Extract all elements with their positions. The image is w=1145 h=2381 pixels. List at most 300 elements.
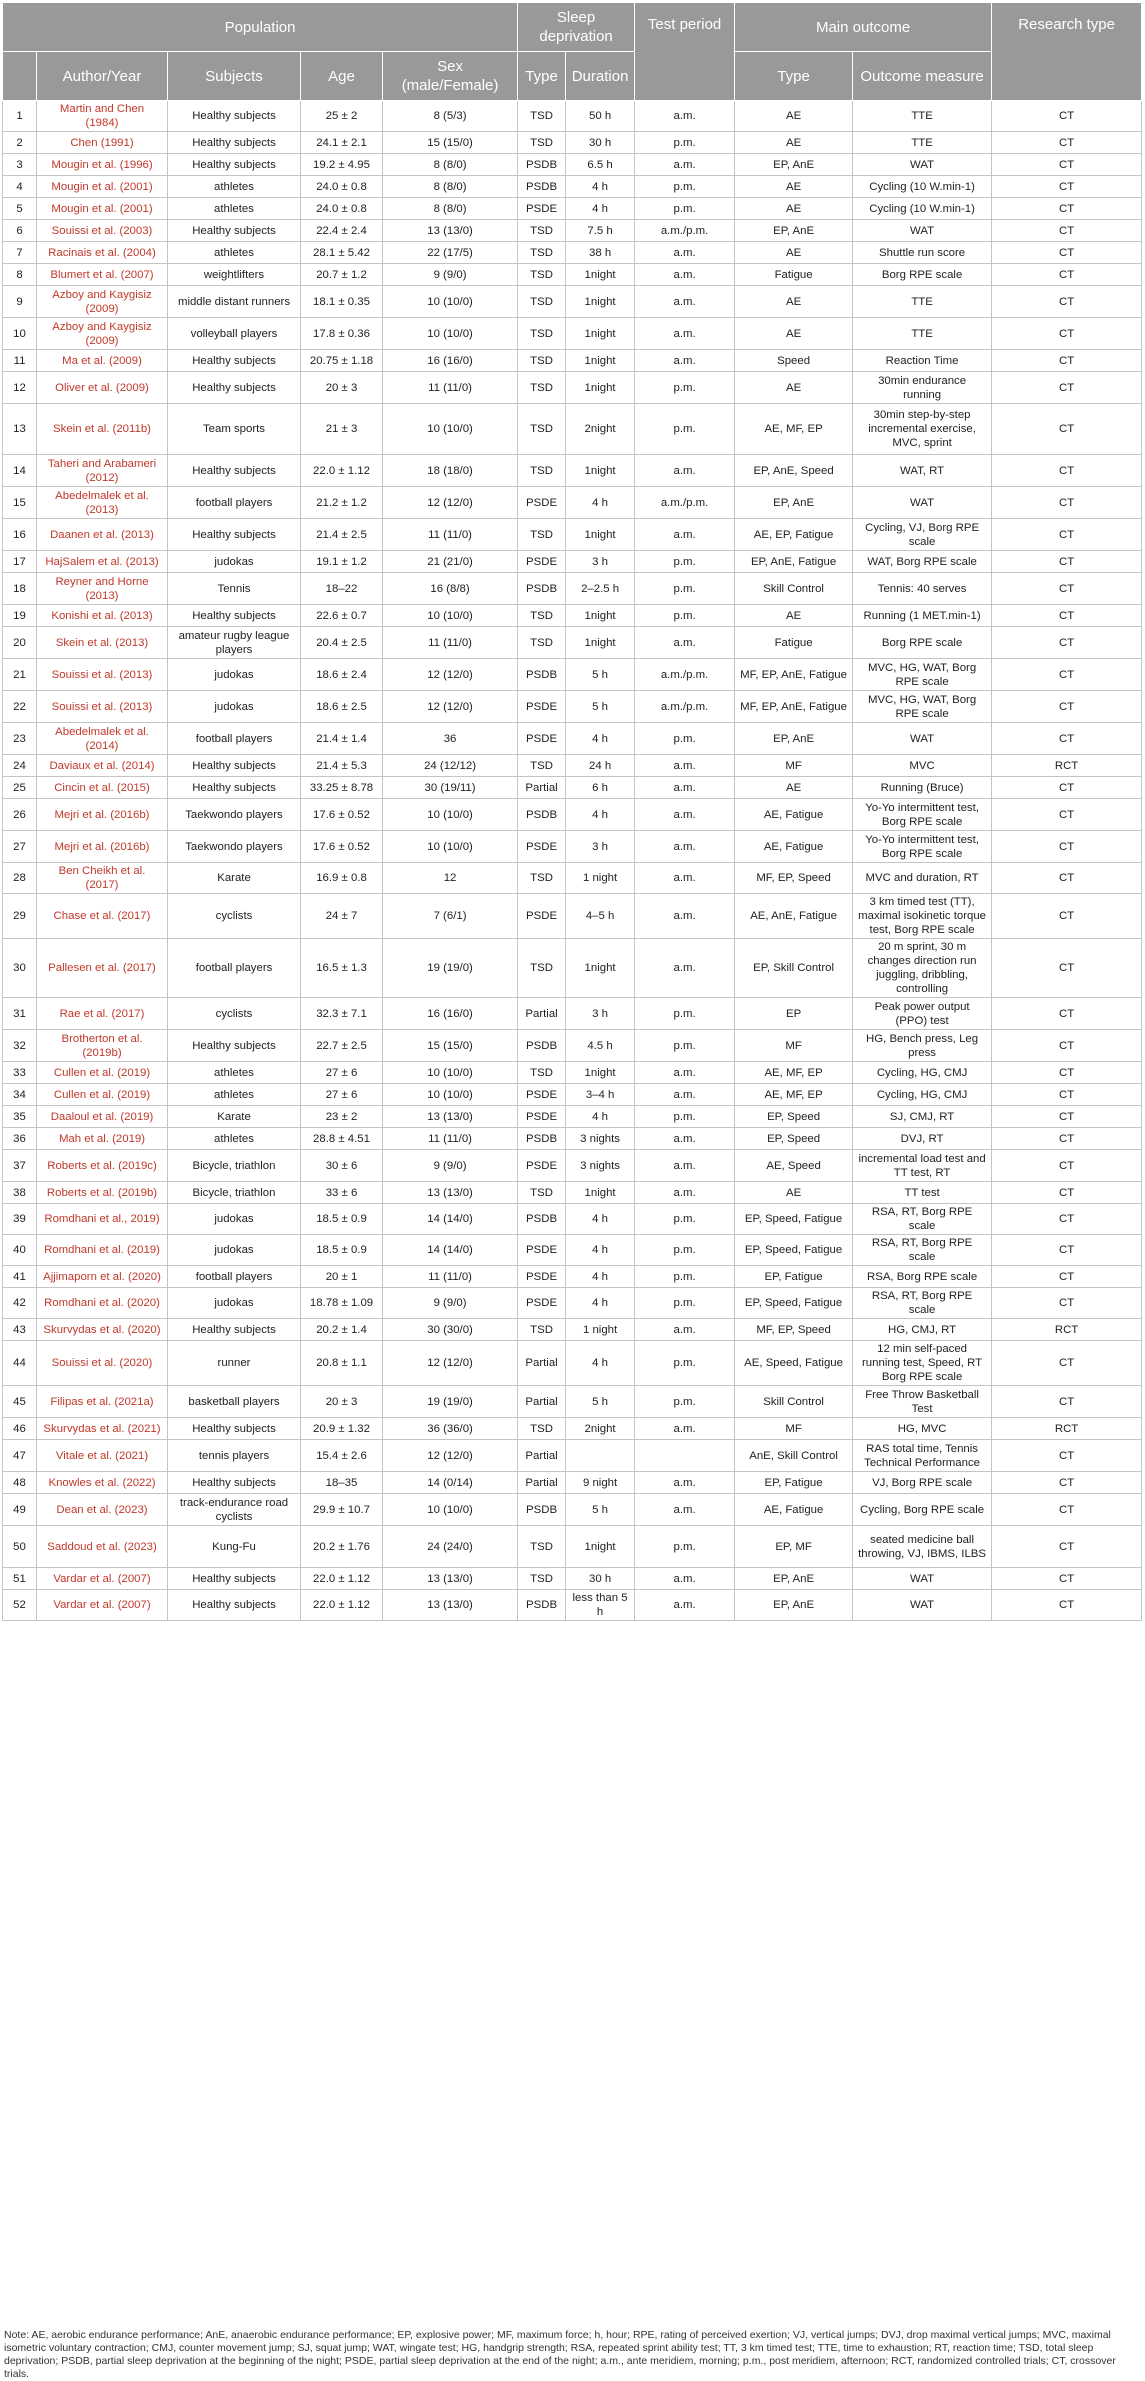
sleep-type-cell: PSDE [518,1266,566,1288]
row-index-cell: 3 [3,154,37,176]
table-row [3,1235,1142,1266]
sex-cell: 7 (6/1) [383,894,518,939]
author-year-cell[interactable]: Romdhani et al. (2019) [37,1235,168,1266]
outcome-type-cell: AE [735,318,853,350]
age-cell: 18–22 [301,573,383,605]
table-row [3,723,1142,755]
subjects-cell: volleyball players [168,318,301,350]
table-footnote: Note: AE, aerobic endurance performance; AnE, anaerobic endurance performance; EP, explosive power; MF, maximum force; h, hour; RPE, rating of perceived exertion; VJ, vertical jumps; DVJ, drop maximal vertical jumps; MVC, maximal isometric voluntary contraction; CMJ, counter movement jump; SJ, squat jump; WAT, wingate test; HG, handgrip strength; RSA, repeated sprint ability test; TT, 3 km timed test; TTE, time to exhaustion; RT, reaction time; TSD, total sleep deprivation; PSDB, partial sleep deprivation at the beginning of the night; PSDE, partial sleep deprivation at the end of the night; a.m., ante meridiem, morning; p.m., post meridiem, afternoon; RCT, randomized controlled trials; CT, crossover trials. [4,2329,1116,2380]
author-year-cell[interactable]: Knowles et al. (2022) [37,1472,168,1494]
author-year-cell[interactable]: Mejri et al. (2016b) [37,831,168,863]
subjects-cell: Karate [168,1106,301,1128]
research-type-cell: CT [992,691,1142,723]
author-year-cell[interactable]: Roberts et al. (2019b) [37,1182,168,1204]
sex-cell: 10 (10/0) [383,1062,518,1084]
author-year-cell[interactable]: Martin and Chen (1984) [37,101,168,132]
outcome-type-cell: EP, Speed, Fatigue [735,1204,853,1235]
table-row [3,1128,1142,1150]
author-year-cell[interactable]: Skurvydas et al. (2020) [37,1319,168,1341]
sex-cell: 18 (18/0) [383,455,518,487]
outcome-measure-cell: WAT [853,154,992,176]
research-type-cell: CT [992,1440,1142,1472]
research-type-cell: CT [992,863,1142,894]
duration-cell: 3–4 h [566,1084,635,1106]
author-year-cell[interactable]: Mougin et al. (2001) [37,198,168,220]
test-period-cell: p.m. [635,1386,735,1418]
sex-cell: 12 (12/0) [383,659,518,691]
duration-cell: 2night [566,404,635,455]
table-row [3,101,1142,132]
duration-cell: 38 h [566,242,635,264]
subjects-cell: Healthy subjects [168,1030,301,1062]
table-row [3,242,1142,264]
outcome-type-cell: Fatigue [735,264,853,286]
author-year-cell[interactable]: Filipas et al. (2021a) [37,1386,168,1418]
outcome-type-cell: MF, EP, AnE, Fatigue [735,691,853,723]
row-index-cell: 8 [3,264,37,286]
outcome-measure-cell: SJ, CMJ, RT [853,1106,992,1128]
author-year-cell[interactable]: Daviaux et al. (2014) [37,755,168,777]
author-year-cell[interactable]: Daanen et al. (2013) [37,519,168,551]
duration-cell: 3 h [566,831,635,863]
author-year-cell[interactable]: Ajjimaporn et al. (2020) [37,1266,168,1288]
outcome-type-cell: AE, Speed, Fatigue [735,1341,853,1386]
sleep-type-cell: PSDE [518,691,566,723]
duration-cell: 3 h [566,551,635,573]
test-period-cell: a.m. [635,1494,735,1526]
age-cell: 33.25 ± 8.78 [301,777,383,799]
table-row [3,1182,1142,1204]
outcome-measure-cell: Borg RPE scale [853,264,992,286]
author-year-cell[interactable]: Souissi et al. (2003) [37,220,168,242]
row-index-cell: 51 [3,1568,37,1590]
outcome-type-cell: EP, MF [735,1526,853,1568]
duration-cell: 4.5 h [566,1030,635,1062]
table-row [3,1288,1142,1319]
author-year-cell[interactable]: Souissi et al. (2020) [37,1341,168,1386]
duration-cell: 50 h [566,101,635,132]
sleep-type-cell: PSDB [518,1494,566,1526]
author-year-cell[interactable]: Oliver et al. (2009) [37,372,168,404]
outcome-type-cell: EP, AnE [735,154,853,176]
table-row [3,1418,1142,1440]
research-type-cell: CT [992,1182,1142,1204]
test-period-cell: p.m. [635,1288,735,1319]
table-row [3,1106,1142,1128]
subjects-cell: athletes [168,1084,301,1106]
age-cell: 18.1 ± 0.35 [301,286,383,318]
sex-cell: 12 (12/0) [383,1440,518,1472]
outcome-measure-cell: Yo-Yo intermittent test, Borg RPE scale [853,831,992,863]
sex-cell: 14 (14/0) [383,1235,518,1266]
table-row [3,755,1142,777]
author-year-cell[interactable]: Vardar et al. (2007) [37,1568,168,1590]
outcome-type-cell: EP, Skill Control [735,939,853,998]
outcome-measure-cell: RAS total time, Tennis Technical Performance [853,1440,992,1472]
author-year-cell[interactable]: Rae et al. (2017) [37,998,168,1030]
sex-cell: 11 (11/0) [383,1266,518,1288]
subjects-cell: basketball players [168,1386,301,1418]
table-row [3,831,1142,863]
author-year-cell[interactable]: Blumert et al. (2007) [37,264,168,286]
table-row [3,487,1142,519]
author-year-cell[interactable]: Mougin et al. (1996) [37,154,168,176]
duration-cell: 1night [566,350,635,372]
author-year-cell[interactable]: Racinais et al. (2004) [37,242,168,264]
sleep-type-cell: PSDE [518,1288,566,1319]
research-type-cell: CT [992,101,1142,132]
research-type-cell: RCT [992,755,1142,777]
age-cell: 27 ± 6 [301,1062,383,1084]
outcome-measure-cell: MVC [853,755,992,777]
author-year-cell[interactable]: Cullen et al. (2019) [37,1062,168,1084]
row-index-cell: 29 [3,894,37,939]
row-index-cell: 11 [3,350,37,372]
sex-cell: 13 (13/0) [383,220,518,242]
author-year-cell[interactable]: Vitale et al. (2021) [37,1440,168,1472]
author-year-cell[interactable]: Souissi et al. (2013) [37,691,168,723]
author-year-cell[interactable]: Souissi et al. (2013) [37,659,168,691]
header-author-year: Author/Year [37,52,168,101]
author-year-cell[interactable]: Taheri and Arabameri (2012) [37,455,168,487]
sex-cell: 10 (10/0) [383,605,518,627]
age-cell: 24.1 ± 2.1 [301,132,383,154]
table-row [3,551,1142,573]
author-year-cell[interactable]: Ben Cheikh et al. (2017) [37,863,168,894]
research-type-cell: CT [992,1494,1142,1526]
subjects-cell: Kung-Fu [168,1526,301,1568]
research-type-cell: CT [992,627,1142,659]
author-year-cell[interactable]: Dean et al. (2023) [37,1494,168,1526]
subjects-cell: Bicycle, triathlon [168,1182,301,1204]
table-row [3,455,1142,487]
subjects-cell: Healthy subjects [168,1568,301,1590]
duration-cell: 4 h [566,1288,635,1319]
author-year-cell[interactable]: Skein et al. (2013) [37,627,168,659]
research-type-cell: CT [992,605,1142,627]
age-cell: 18.6 ± 2.5 [301,691,383,723]
table-row [3,863,1142,894]
author-year-cell[interactable]: Vardar et al. (2007) [37,1590,168,1621]
sex-cell: 10 (10/0) [383,1084,518,1106]
subjects-cell: Bicycle, triathlon [168,1150,301,1182]
duration-cell: 1night [566,1526,635,1568]
table-row [3,1472,1142,1494]
duration-cell [566,1440,635,1472]
test-period-cell: p.m. [635,605,735,627]
research-type-cell: CT [992,220,1142,242]
author-year-cell[interactable]: Cincin et al. (2015) [37,777,168,799]
age-cell: 33 ± 6 [301,1182,383,1204]
sex-cell: 12 (12/0) [383,487,518,519]
outcome-measure-cell: 20 m sprint, 30 m changes direction run juggling, dribbling, controlling [853,939,992,998]
header-research-type: Research type [992,3,1142,101]
row-index-cell: 52 [3,1590,37,1621]
sex-cell: 10 (10/0) [383,831,518,863]
age-cell: 17.8 ± 0.36 [301,318,383,350]
research-type-cell: RCT [992,1319,1142,1341]
table-row [3,1341,1142,1386]
age-cell: 20.9 ± 1.32 [301,1418,383,1440]
row-index-cell: 45 [3,1386,37,1418]
row-index-cell: 12 [3,372,37,404]
duration-cell: 2–2.5 h [566,573,635,605]
outcome-type-cell: EP, Speed [735,1106,853,1128]
research-type-cell: CT [992,1590,1142,1621]
author-year-cell[interactable]: HajSalem et al. (2013) [37,551,168,573]
subjects-cell: athletes [168,198,301,220]
duration-cell: 3 h [566,998,635,1030]
author-year-cell[interactable]: Chase et al. (2017) [37,894,168,939]
row-index-cell: 1 [3,101,37,132]
age-cell: 22.0 ± 1.12 [301,1590,383,1621]
sleep-type-cell: TSD [518,1319,566,1341]
research-type-cell: CT [992,1204,1142,1235]
age-cell: 20 ± 3 [301,1386,383,1418]
subjects-cell: athletes [168,1062,301,1084]
author-year-cell[interactable]: Abedelmalek et al. (2014) [37,723,168,755]
author-year-cell[interactable]: Azboy and Kaygisiz (2009) [37,318,168,350]
sleep-type-cell: TSD [518,1418,566,1440]
sleep-type-cell: TSD [518,242,566,264]
author-year-cell[interactable]: Abedelmalek et al. (2013) [37,487,168,519]
sleep-type-cell: PSDB [518,1030,566,1062]
subjects-cell: Healthy subjects [168,755,301,777]
outcome-type-cell: AnE, Skill Control [735,1440,853,1472]
row-index-cell: 20 [3,627,37,659]
sex-cell: 14 (0/14) [383,1472,518,1494]
author-year-cell[interactable]: Daaloul et al. (2019) [37,1106,168,1128]
age-cell: 23 ± 2 [301,1106,383,1128]
sex-cell: 16 (16/0) [383,350,518,372]
author-year-cell[interactable]: Roberts et al. (2019c) [37,1150,168,1182]
duration-cell: less than 5 h [566,1590,635,1621]
sex-cell: 36 [383,723,518,755]
duration-cell: 5 h [566,659,635,691]
row-index-cell: 26 [3,799,37,831]
subjects-cell: athletes [168,242,301,264]
table-row [3,1440,1142,1472]
research-type-cell: CT [992,831,1142,863]
author-year-cell[interactable]: Romdhani et al. (2020) [37,1288,168,1319]
table-row [3,1590,1142,1621]
subjects-cell: Healthy subjects [168,350,301,372]
author-year-cell[interactable]: Chen (1991) [37,132,168,154]
age-cell: 21.4 ± 2.5 [301,519,383,551]
age-cell: 18.78 ± 1.09 [301,1288,383,1319]
author-year-cell[interactable]: Reyner and Horne (2013) [37,573,168,605]
row-index-cell: 25 [3,777,37,799]
outcome-measure-cell: Cycling, VJ, Borg RPE scale [853,519,992,551]
table-row [3,1062,1142,1084]
research-type-cell: RCT [992,1418,1142,1440]
outcome-measure-cell: VJ, Borg RPE scale [853,1472,992,1494]
author-year-cell[interactable]: Romdhani et al., 2019) [37,1204,168,1235]
header-sleep-deprivation: Sleep deprivation [518,3,635,52]
author-year-cell[interactable]: Pallesen et al. (2017) [37,939,168,998]
age-cell: 16.5 ± 1.3 [301,939,383,998]
subjects-cell: judokas [168,1288,301,1319]
duration-cell: 1 night [566,863,635,894]
test-period-cell: a.m. [635,318,735,350]
subjects-cell: Taekwondo players [168,799,301,831]
row-index-cell: 15 [3,487,37,519]
research-type-cell: CT [992,1084,1142,1106]
sleep-type-cell: Partial [518,998,566,1030]
sleep-type-cell: PSDE [518,831,566,863]
table-row [3,132,1142,154]
test-period-cell: a.m./p.m. [635,220,735,242]
header-outcome-type: Type [735,52,853,101]
subjects-cell: Healthy subjects [168,132,301,154]
duration-cell: 2night [566,1418,635,1440]
outcome-type-cell: AE [735,242,853,264]
test-period-cell: a.m. [635,1150,735,1182]
sex-cell: 10 (10/0) [383,318,518,350]
duration-cell: 3 nights [566,1150,635,1182]
research-type-cell: CT [992,799,1142,831]
duration-cell: 4 h [566,723,635,755]
outcome-type-cell: AE, Fatigue [735,799,853,831]
age-cell: 30 ± 6 [301,1150,383,1182]
test-period-cell: a.m. [635,777,735,799]
author-year-cell[interactable]: Mougin et al. (2001) [37,176,168,198]
research-type-cell: CT [992,1526,1142,1568]
research-type-cell: CT [992,487,1142,519]
age-cell: 17.6 ± 0.52 [301,799,383,831]
outcome-type-cell: AE [735,286,853,318]
age-cell: 20.2 ± 1.4 [301,1319,383,1341]
table-row [3,318,1142,350]
sex-cell: 19 (19/0) [383,1386,518,1418]
sleep-type-cell: TSD [518,350,566,372]
row-index-cell: 39 [3,1204,37,1235]
subjects-cell: football players [168,1266,301,1288]
author-year-cell[interactable]: Skurvydas et al. (2021) [37,1418,168,1440]
subjects-cell: Healthy subjects [168,220,301,242]
author-year-cell[interactable]: Mejri et al. (2016b) [37,799,168,831]
test-period-cell: a.m. [635,242,735,264]
duration-cell: 1night [566,605,635,627]
duration-cell: 6 h [566,777,635,799]
age-cell: 21 ± 3 [301,404,383,455]
sleep-type-cell: PSDE [518,551,566,573]
author-year-cell[interactable]: Ma et al. (2009) [37,350,168,372]
row-index-cell: 40 [3,1235,37,1266]
outcome-type-cell: EP, Speed, Fatigue [735,1288,853,1319]
table-row [3,1386,1142,1418]
duration-cell: 30 h [566,132,635,154]
sex-cell: 13 (13/0) [383,1182,518,1204]
age-cell: 20.4 ± 2.5 [301,627,383,659]
row-index-cell: 46 [3,1418,37,1440]
sleep-type-cell: PSDB [518,573,566,605]
row-index-cell: 7 [3,242,37,264]
outcome-type-cell: AE [735,132,853,154]
row-index-cell: 32 [3,1030,37,1062]
test-period-cell: a.m. [635,831,735,863]
duration-cell: 1night [566,372,635,404]
outcome-measure-cell: WAT, RT [853,455,992,487]
research-type-cell: CT [992,894,1142,939]
sleep-type-cell: TSD [518,372,566,404]
outcome-measure-cell: TTE [853,318,992,350]
age-cell: 22.7 ± 2.5 [301,1030,383,1062]
row-index-cell: 33 [3,1062,37,1084]
outcome-type-cell: AE [735,372,853,404]
sex-cell: 24 (24/0) [383,1526,518,1568]
outcome-measure-cell: RSA, RT, Borg RPE scale [853,1235,992,1266]
sex-cell: 30 (19/11) [383,777,518,799]
author-year-cell[interactable]: Konishi et al. (2013) [37,605,168,627]
sex-cell: 14 (14/0) [383,1204,518,1235]
age-cell: 20.7 ± 1.2 [301,264,383,286]
research-type-cell: CT [992,1106,1142,1128]
research-type-cell: CT [992,318,1142,350]
research-type-cell: CT [992,551,1142,573]
table-row [3,286,1142,318]
row-index-cell: 41 [3,1266,37,1288]
table-row [3,1266,1142,1288]
outcome-measure-cell: WAT [853,220,992,242]
outcome-type-cell: Skill Control [735,573,853,605]
table-header [3,3,1142,101]
outcome-measure-cell: WAT, Borg RPE scale [853,551,992,573]
author-year-cell[interactable]: Saddoud et al. (2023) [37,1526,168,1568]
row-index-cell: 47 [3,1440,37,1472]
header-main-outcome: Main outcome [735,3,992,52]
author-year-cell[interactable]: Azboy and Kaygisiz (2009) [37,286,168,318]
test-period-cell: a.m. [635,799,735,831]
outcome-measure-cell: 30min step-by-step incremental exercise, MVC, sprint [853,404,992,455]
outcome-measure-cell: TTE [853,286,992,318]
table-row [3,1319,1142,1341]
author-year-cell[interactable]: Brotherton et al. (2019b) [37,1030,168,1062]
outcome-type-cell: EP [735,998,853,1030]
header-outcome-measure: Outcome measure [853,52,992,101]
sex-cell: 12 (12/0) [383,1341,518,1386]
test-period-cell: a.m. [635,627,735,659]
sleep-type-cell: PSDE [518,723,566,755]
outcome-measure-cell: Tennis: 40 serves [853,573,992,605]
test-period-cell: a.m. [635,264,735,286]
test-period-cell: a.m./p.m. [635,691,735,723]
research-type-cell: CT [992,264,1142,286]
research-type-cell: CT [992,998,1142,1030]
author-year-cell[interactable]: Cullen et al. (2019) [37,1084,168,1106]
age-cell: 24.0 ± 0.8 [301,176,383,198]
row-index-cell: 34 [3,1084,37,1106]
test-period-cell: p.m. [635,404,735,455]
subjects-cell: football players [168,723,301,755]
table-row [3,350,1142,372]
row-index-cell: 31 [3,998,37,1030]
author-year-cell[interactable]: Skein et al. (2011b) [37,404,168,455]
row-index-cell: 38 [3,1182,37,1204]
table-row [3,519,1142,551]
sleep-type-cell: Partial [518,1386,566,1418]
test-period-cell: p.m. [635,372,735,404]
sex-cell: 22 (17/5) [383,242,518,264]
age-cell: 27 ± 6 [301,1084,383,1106]
outcome-measure-cell: Peak power output (PPO) test [853,998,992,1030]
outcome-measure-cell: WAT [853,1590,992,1621]
author-year-cell[interactable]: Mah et al. (2019) [37,1128,168,1150]
outcome-measure-cell: Running (Bruce) [853,777,992,799]
sleep-type-cell: PSDB [518,154,566,176]
duration-cell: 4 h [566,1106,635,1128]
age-cell: 18.5 ± 0.9 [301,1204,383,1235]
